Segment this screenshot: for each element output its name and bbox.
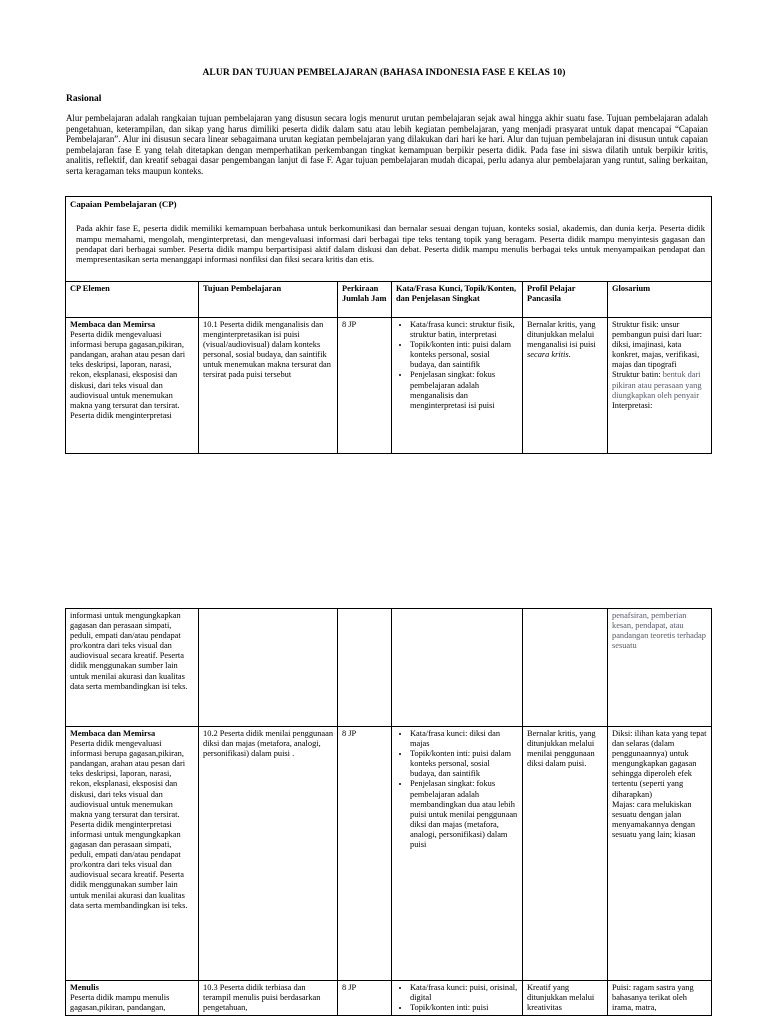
profil-period: . bbox=[568, 350, 571, 360]
tujuan-cell: 10.1 Peserta didik menganalisis dan menginterpretasikan isi puisi (visual/audiovisual) dalam konteks personal, sosial budaya, dan saintifik untuk menemukan makna tersurat dan tersirat pada puisi tersebut bbox=[199, 318, 338, 454]
element-title: Membaca dan Memirsa bbox=[70, 320, 156, 329]
glosarium-cell: Puisi: ragam sastra yang bahasanya terikat oleh irama, matra, bbox=[608, 981, 712, 1016]
element-text: Peserta didik mengevaluasi informasi berupa gagasan,pikiran, pandangan, arahan atau pesan dari teks deskripsi, laporan, narasi, rekon, eksplanasi, eksposisi dan diskusi, dari teks visual dan audiovisual untuk menemukan makna yang tersurat dan tersirat. Peserta didik menginterpretasi bbox=[70, 330, 186, 420]
glos-label: Struktur batin: bbox=[612, 370, 663, 380]
cp-heading: Capaian Pembelajaran (CP) bbox=[70, 199, 177, 209]
cp-text: Pada akhir fase E, peserta didik memiliki kemampuan berbahasa untuk berkomunikasi dan bernalar sesuai dengan tujuan, konteks sosial, akademis, dan dunia kerja. Peserta didik mampu memahami, mengolah, menginterpretasi, dan mengevaluasi informasi dari berbagai tipe teks tentang topik yang beragam. Peserta didik mampu menyintesis gagasan dan pendapat dari berbagai sumber. Peserta didik mampu berpartisipasi aktif dalam diskusi dan debat. Peserta didik mampu menulis berbagai teks untuk menyampaikan pendapat dan mempresentasikan serta menanggapi informasi nonfiksi dan fiksi secara kritis dan etis. bbox=[76, 223, 706, 265]
list-item: • Kata/frasa kunci: diksi dan majas bbox=[410, 729, 518, 749]
glos-struktur-fisik: Struktur fisik: unsur pembangun puisi dari luar: diksi, imajinasi, kata konkret, majas, verifikasi, majas dan tipografi bbox=[612, 320, 703, 370]
cp-elemen-cell bbox=[66, 318, 199, 454]
profil-italic-text: secara kritis bbox=[527, 350, 569, 360]
list-item: • Kata/frasa kunci: struktur fisik, struktur batin, interpretasi bbox=[410, 320, 518, 340]
element-text: Peserta didik mengevaluasi informasi berupa gagasan,pikiran, pandangan, arahan atau pesan dari teks deskripsi, laporan, narasi, rekon, eksplanasi, eksposisi dan diskusi, dari teks visual dan audiovisual untuk menemukan makna yang tersurat dan tersirat. Peserta didik menginterpretasi informasi untuk mengungkapkan gagasan dan perasaan simpati, peduli, empati dan/atau pendapat pro/kontra dari teks visual dan audiovisual secara kreatif. Peserta didik menggunakan sumber lain untuk menilai akurasi dan kualitas data serta membandingkan isi teks. bbox=[70, 739, 188, 910]
list-item: • Penjelasan singkat: fokus pembelajaran adalah membandingkan dua atau lebih puisi untuk menilai penggunaan diksi dan majas (metafora, analogi, personifikasi) dalam puisi bbox=[410, 779, 518, 850]
jam-cell: 8 JP bbox=[338, 727, 392, 981]
glosarium-cell: penafsiran, pemberian kesan, pendapat, atau pandangan teoretis terhadap sesuatu bbox=[608, 609, 712, 727]
list-item: • Penjelasan singkat: fokus pembelajaran adalah menganalisis dan menginterpretasi isi puisi bbox=[410, 370, 518, 410]
col-header-jam: Perkiraan Jumlah Jam bbox=[338, 282, 392, 318]
element-title: Membaca dan Memirsa bbox=[70, 729, 156, 738]
cp-elemen-cell: informasi untuk mengungkapkan gagasan dan perasaan simpati, peduli, empati dan/atau pendapat pro/kontra dari teks visual dan audiovisual secara kreatif. Peserta didik menggunakan sumber lain untuk menilai akurasi dan kualitas data serta membandingkan isi teks. bbox=[66, 609, 199, 727]
col-header-cp-elemen: CP Elemen bbox=[66, 282, 199, 318]
rasional-heading: Rasional bbox=[66, 94, 102, 104]
jam-cell bbox=[338, 609, 392, 727]
col-header-tujuan: Tujuan Pembelajaran bbox=[199, 282, 338, 318]
glos-interpretasi: Interpretasi: bbox=[612, 400, 653, 410]
kata-kunci-cell bbox=[392, 981, 523, 1016]
cp-row bbox=[66, 197, 712, 282]
cp-elemen-cell bbox=[66, 981, 199, 1016]
jam-cell: 8 JP bbox=[338, 318, 392, 454]
profil-text: Bernalar kritis, yang ditunjukkan melalui menganalisi isi puisi bbox=[527, 320, 596, 350]
learning-table-page-2 bbox=[65, 608, 712, 1016]
document-page-1 bbox=[0, 0, 768, 500]
kata-kunci-cell bbox=[392, 609, 523, 727]
list-item: • Topik/konten inti: puisi bbox=[410, 1003, 518, 1013]
glos-diksi: Diksi: ilihan kata yang tepat dan selaras (dalam penggunaannya) untuk mengungkapkan gagasan sehingga diperoleh efek tertentu (seperti yang diharapkan) bbox=[612, 729, 707, 799]
list-item: • Topik/konten inti: puisi dalam konteks personal, sosial budaya, dan saintifik bbox=[410, 340, 518, 370]
glos-majas: Majas: cara melukiskan sesuatu dengan jalan menyamakannya dengan sesuatu yang lain; kiasan bbox=[612, 799, 696, 839]
glos-struktur-batin bbox=[612, 370, 707, 400]
cp-elemen-cell bbox=[66, 727, 199, 981]
profil-cell: Kreatif yang ditunjukkan melalui kreativitas bbox=[523, 981, 608, 1016]
tujuan-cell: 10.3 Peserta didik terbiasa dan terampil menulis puisi berdasarkan pengetahuan, bbox=[199, 981, 338, 1016]
jam-cell: 8 JP bbox=[338, 981, 392, 1016]
glosarium-cell bbox=[608, 727, 712, 981]
table-row bbox=[66, 981, 712, 1016]
list-item: • Kata/frasa kunci: puisi, orisinal, digital bbox=[410, 983, 518, 1003]
rasional-paragraph: Alur pembelajaran adalah rangkaian tujuan pembelajaran yang disusun secara logis menurut urutan pembelajaran sejak awal hingga akhir suatu fase. Tujuan pembelajaran adalah pengetahuan, keterampilan, dan sikap yang harus dimiliki peserta didik dalam satu atau lebih kegiatan pembelajaran, yang menjadi prasyarat untuk dapat mencapai “Capaian Pembelajaran”. Alur ini disusun secara linear sebagaimana urutan kegiatan pembelajaran yang dilakukan dari hari ke hari. Alur dan tujuan pembelajaran ini disusun untuk capaian pembelajaran fase E yang telah ditetapkan dengan memperhatikan perkembangan tingkat kemampuan berpikir peserta didik. Pada fase ini siswa dilatih untuk berpikir kritis, analitis, reflektif, dan kreatif sebagai dasar pengembangan lanjut di fase F. Agar tujuan pembelajaran mudah dicapai, perlu adanya alur pembelajaran yang runtut, saling berkaitan, serta keragaman teks maupun konteks. bbox=[66, 113, 708, 176]
table-row bbox=[66, 609, 712, 727]
table-row bbox=[66, 318, 712, 454]
profil-cell bbox=[523, 318, 608, 454]
tujuan-cell: 10.2 Peserta didik menilai penggunaan diksi dan majas (metafora, analogi, personifikasi) dalam puisi . bbox=[199, 727, 338, 981]
element-text: Peserta didik mampu menulis gagasan,pikiran, pandangan, bbox=[70, 993, 170, 1013]
glos-definition: bentuk dari pikiran atau perasaan yang diungkapkan oleh penyair bbox=[612, 370, 702, 400]
kata-kunci-cell bbox=[392, 727, 523, 981]
header-row bbox=[66, 282, 712, 318]
col-header-glosarium: Glosarium bbox=[608, 282, 712, 318]
glosarium-cell bbox=[608, 318, 712, 454]
col-header-profil: Profil Pelajar Pancasila bbox=[523, 282, 608, 318]
kata-kunci-cell bbox=[392, 318, 523, 454]
col-header-kata-kunci: Kata/Frasa Kunci, Topik/Konten, dan Penjelasan Singkat bbox=[392, 282, 523, 318]
list-item: • Topik/konten inti: puisi dalam konteks personal, sosial budaya, dan saintifik bbox=[410, 749, 518, 779]
profil-cell: Bernalar kritis, yang ditunjukkan melalui menilai penggunaan diksi dalam puisi. bbox=[523, 727, 608, 981]
tujuan-cell bbox=[199, 609, 338, 727]
learning-table-page-1 bbox=[65, 196, 712, 454]
element-title: Menulis bbox=[70, 983, 99, 992]
profil-cell bbox=[523, 609, 608, 727]
cp-cell bbox=[66, 197, 712, 282]
document-title: ALUR DAN TUJUAN PEMBELAJARAN (BAHASA INDONESIA FASE E KELAS 10) bbox=[202, 68, 566, 78]
table-row bbox=[66, 727, 712, 981]
